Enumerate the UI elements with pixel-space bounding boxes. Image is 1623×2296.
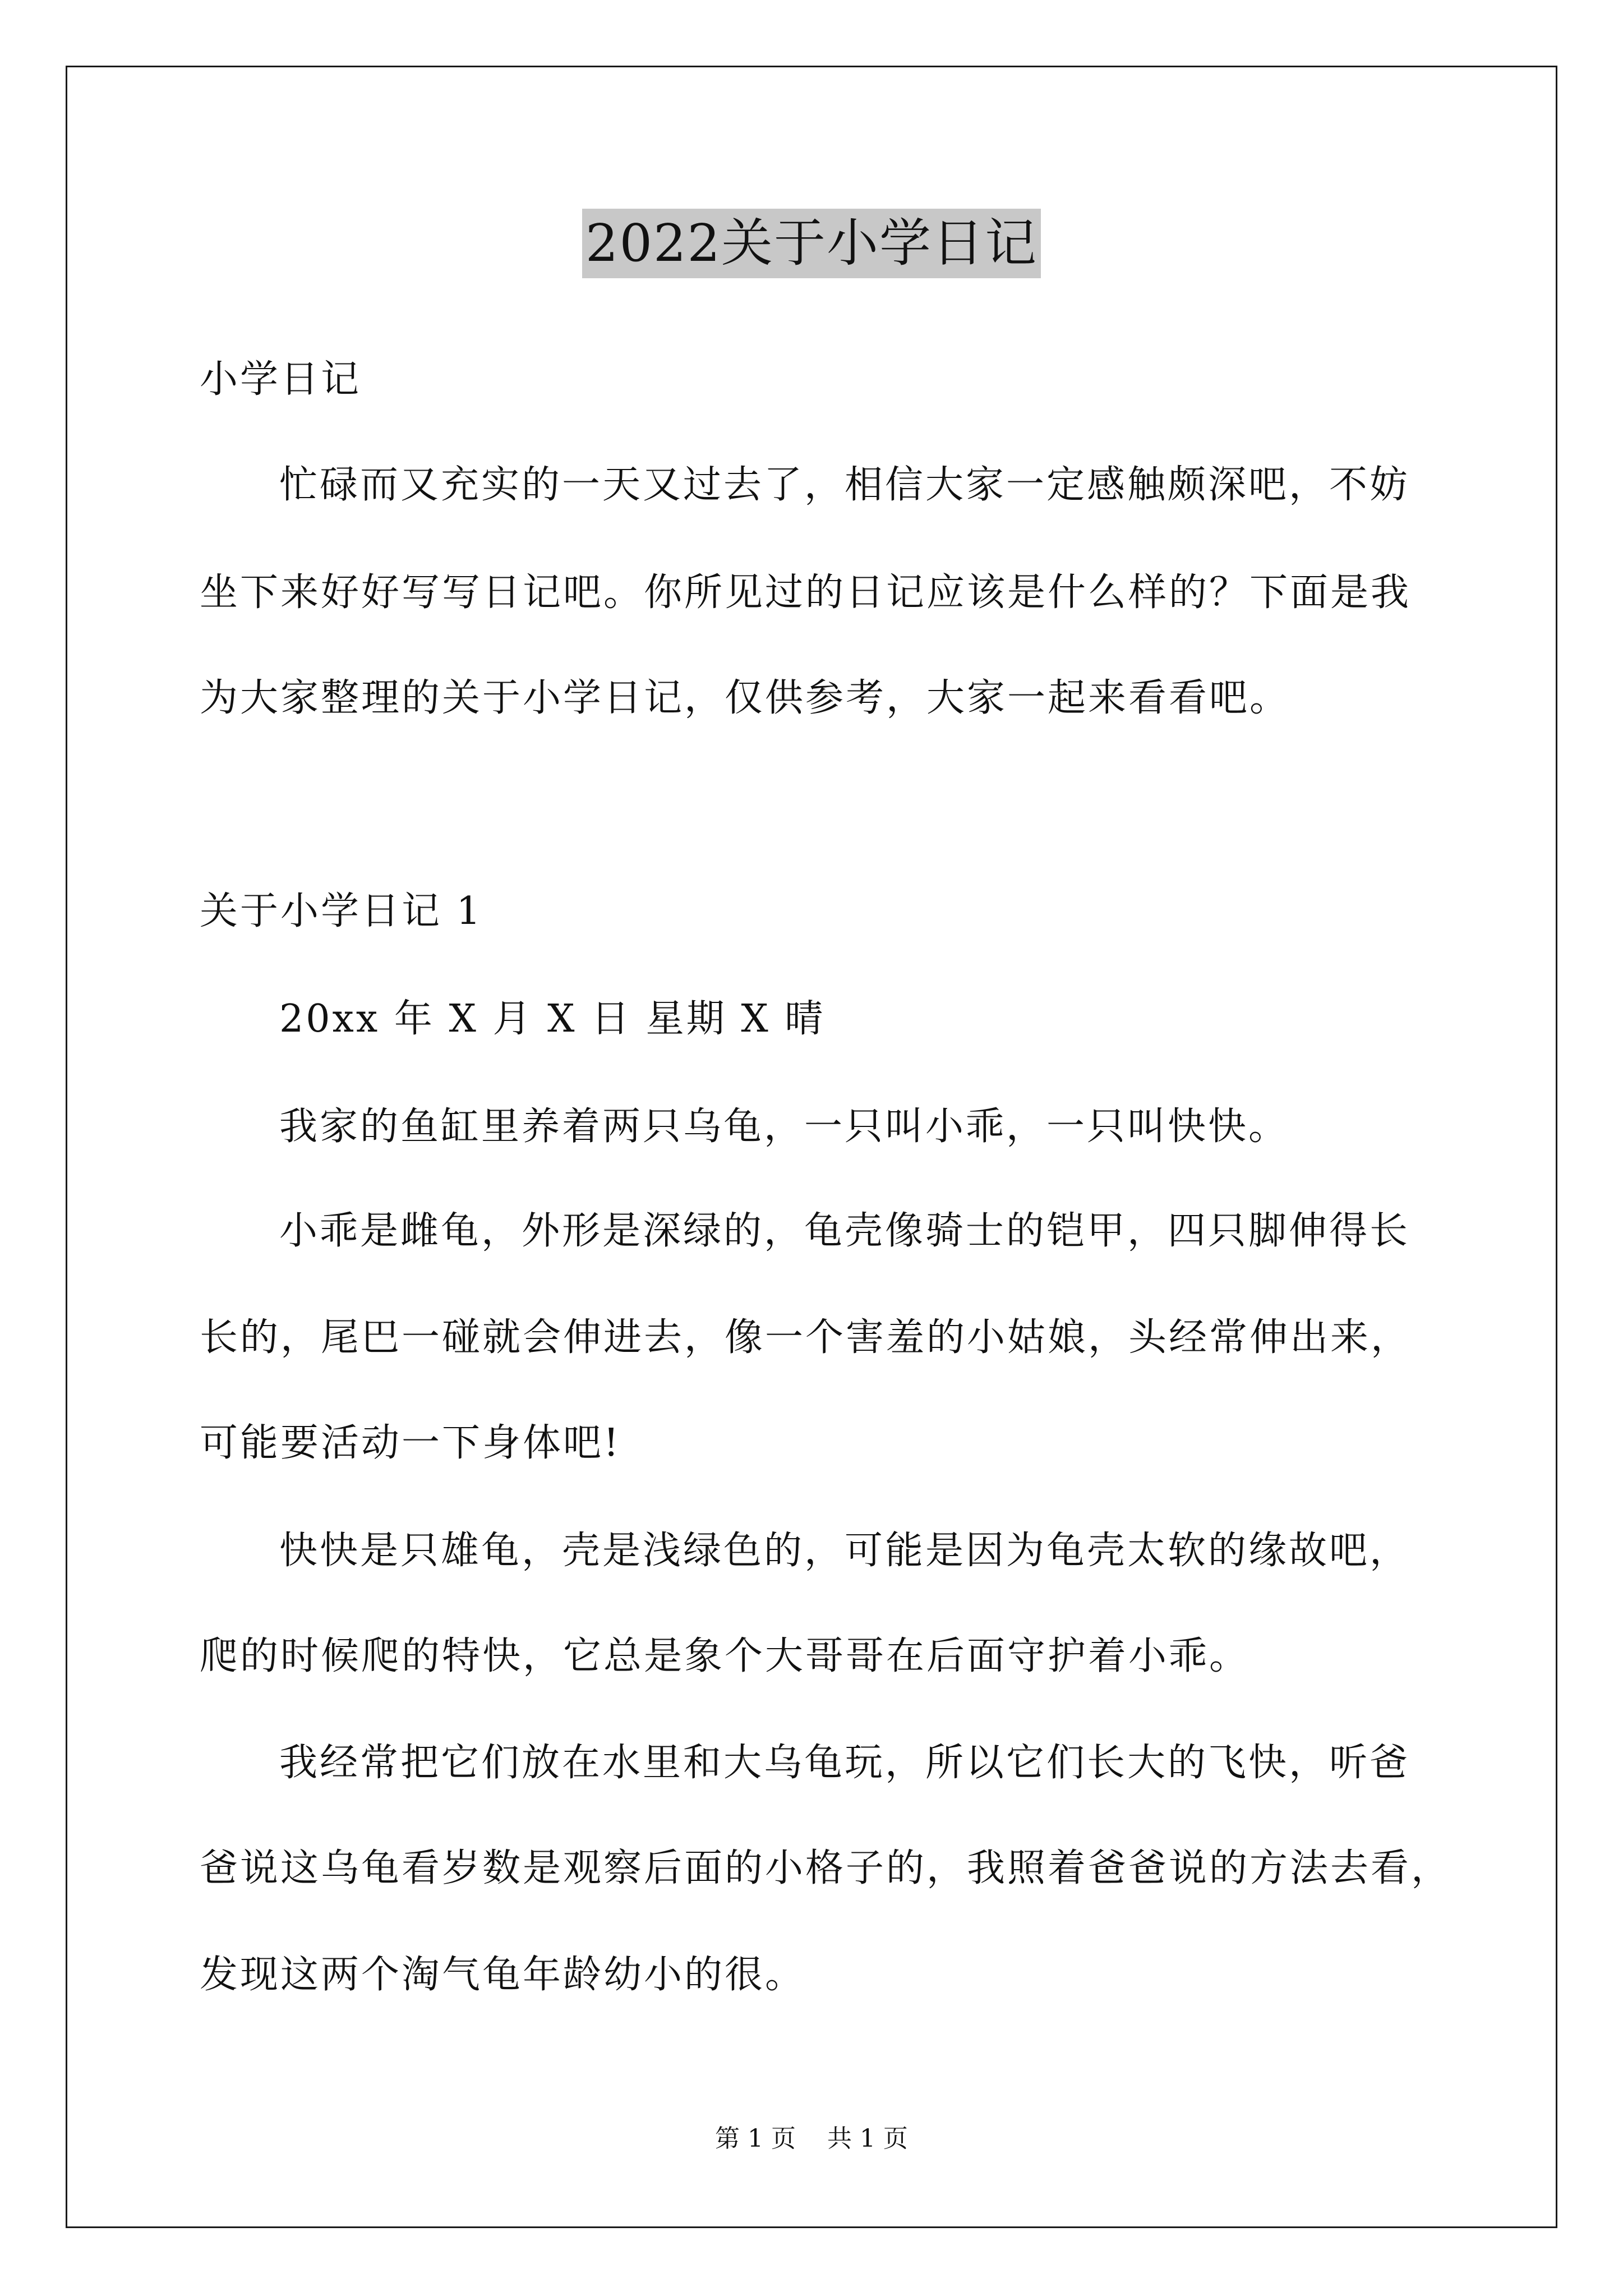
- body-line: 爸说这乌龟看岁数是观察后面的小格子的，我照着爸爸说的方法去看，: [200, 1846, 1452, 1890]
- body-line: 我家的鱼缸里养着两只乌龟，一只叫小乖，一只叫快快。: [279, 1105, 1289, 1149]
- body-line: 小乖是雌龟，外形是深绿的，龟壳像骑士的铠甲，四只脚伸得长: [279, 1209, 1410, 1253]
- document-title: 2022关于小学日记: [582, 209, 1041, 278]
- entry-heading: 关于小学日记 1: [200, 889, 483, 933]
- body-line: 可能要活动一下身体吧!: [200, 1421, 621, 1465]
- body-line: 长的，尾巴一碰就会伸进去，像一个害羞的小姑娘，头经常伸出来，: [200, 1315, 1412, 1360]
- intro-line: 忙碌而又充实的一天又过去了，相信大家一定感触颇深吧，不妨: [279, 463, 1410, 507]
- intro-line: 坐下来好好写写日记吧。你所见过的日记应该是什么样的？下面是我: [200, 570, 1412, 615]
- title-area: [0, 209, 1623, 278]
- body-line: 快快是只雄龟，壳是浅绿色的，可能是因为龟壳太软的缘故吧，: [279, 1529, 1410, 1573]
- body-line: 我经常把它们放在水里和大乌龟玩，所以它们长大的飞快，听爸: [279, 1741, 1410, 1785]
- intro-line: 为大家整理的关于小学日记，仅供参考，大家一起来看看吧。: [200, 676, 1290, 720]
- body-line: 发现这两个淘气龟年龄幼小的很。: [200, 1953, 806, 1997]
- date-line: 20xx 年 X 月 X 日 星期 X 晴: [279, 997, 826, 1041]
- body-line: 爬的时候爬的特快，它总是象个大哥哥在后面守护着小乖。: [200, 1634, 1250, 1678]
- section-heading: 小学日记: [200, 357, 362, 402]
- page-footer: 第 1 页 共 1 页: [715, 2124, 908, 2153]
